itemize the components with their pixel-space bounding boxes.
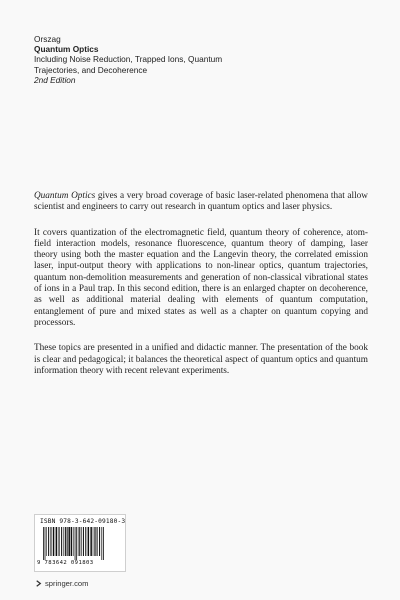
paragraph-1-text: gives a very broad coverage of basic laser-related phenomena that allow scientist and engineers to carry out research in quantum optics and laser physics. xyxy=(34,191,368,213)
barcode-bar xyxy=(67,527,68,556)
barcode-bar xyxy=(73,527,74,556)
barcode-bar xyxy=(53,527,55,556)
barcode-bar xyxy=(97,527,98,556)
barcode-bar xyxy=(93,527,94,556)
book-description xyxy=(34,191,368,377)
barcode-bar xyxy=(50,527,51,556)
barcode-bar xyxy=(59,527,60,556)
barcode-bar xyxy=(71,527,73,556)
book-title: Quantum Optics xyxy=(34,44,99,55)
barcode-bar xyxy=(85,527,86,556)
barcode-bar xyxy=(88,527,90,556)
barcode-bar xyxy=(75,527,76,560)
publisher-url: springer.com xyxy=(45,579,89,588)
barcode-bar xyxy=(46,527,47,556)
barcode-bar xyxy=(65,527,66,556)
barcode-bar xyxy=(78,527,79,556)
book-header xyxy=(34,34,364,85)
barcode-bar xyxy=(81,527,82,556)
description-paragraph-2: It covers quantization of the electromagnetic field, quantum theory of coherence, atom-field interaction models, resonance fluorescence, quantum theory of damping, laser theory using both the master equation and the Langevin theory, the correlated emission laser, input-output theory with applications to non-linear optics, quantum trajectories, quantum non-demolition measurements and generation of non-classical vibrational states of ions in a Paul trap. In this second edition, there is an enlarged chapter on decoherence, as well as additional material dealing with elements of quantum computation, entanglement of pure and mixed states as well as a chapter on quantum copying and processors. xyxy=(34,227,368,328)
barcode-bar xyxy=(48,527,49,556)
barcode-bar xyxy=(95,527,96,556)
barcode-bar xyxy=(101,527,102,560)
subtitle-line-1: Including Noise Reduction, Trapped Ions, Quantum xyxy=(34,54,223,65)
barcode-bar xyxy=(61,527,62,556)
isbn-text: ISBN 978-3-642-09180-3 xyxy=(40,518,126,525)
barcode-bar xyxy=(43,527,44,560)
barcode-label xyxy=(34,514,126,572)
edition-label: 2nd Edition xyxy=(34,74,76,85)
barcode-bar xyxy=(68,527,70,556)
publisher-link[interactable] xyxy=(34,579,88,588)
title-italic: Quantum Optics xyxy=(34,191,96,201)
author-name: Orszag xyxy=(34,34,61,44)
barcode-bar xyxy=(83,527,84,556)
chevron-right-icon xyxy=(34,579,43,588)
barcode-bar xyxy=(90,527,92,556)
barcode-bar xyxy=(56,527,58,556)
barcode-bar xyxy=(45,527,46,560)
description-paragraph-1 xyxy=(34,191,368,214)
barcode-bar xyxy=(79,527,80,556)
barcode-bar xyxy=(58,527,59,556)
barcode-bar xyxy=(76,527,77,560)
barcode-bar xyxy=(103,527,104,560)
description-paragraph-3: These topics are presented in a unified and didactic manner. The presentation of the book is clear and pedagogical; it balances the theoretical aspect of quantum optics and quantum information theory with recent relevant experiments. xyxy=(34,343,368,376)
subtitle-line-2: Trajectories, and Decoherence xyxy=(34,64,148,75)
barcode-bars xyxy=(43,527,119,560)
barcode-digits: 9 783642 091803 xyxy=(37,560,94,566)
barcode-bar xyxy=(99,527,100,556)
barcode-bar xyxy=(63,527,64,556)
barcode-bar xyxy=(94,527,95,556)
